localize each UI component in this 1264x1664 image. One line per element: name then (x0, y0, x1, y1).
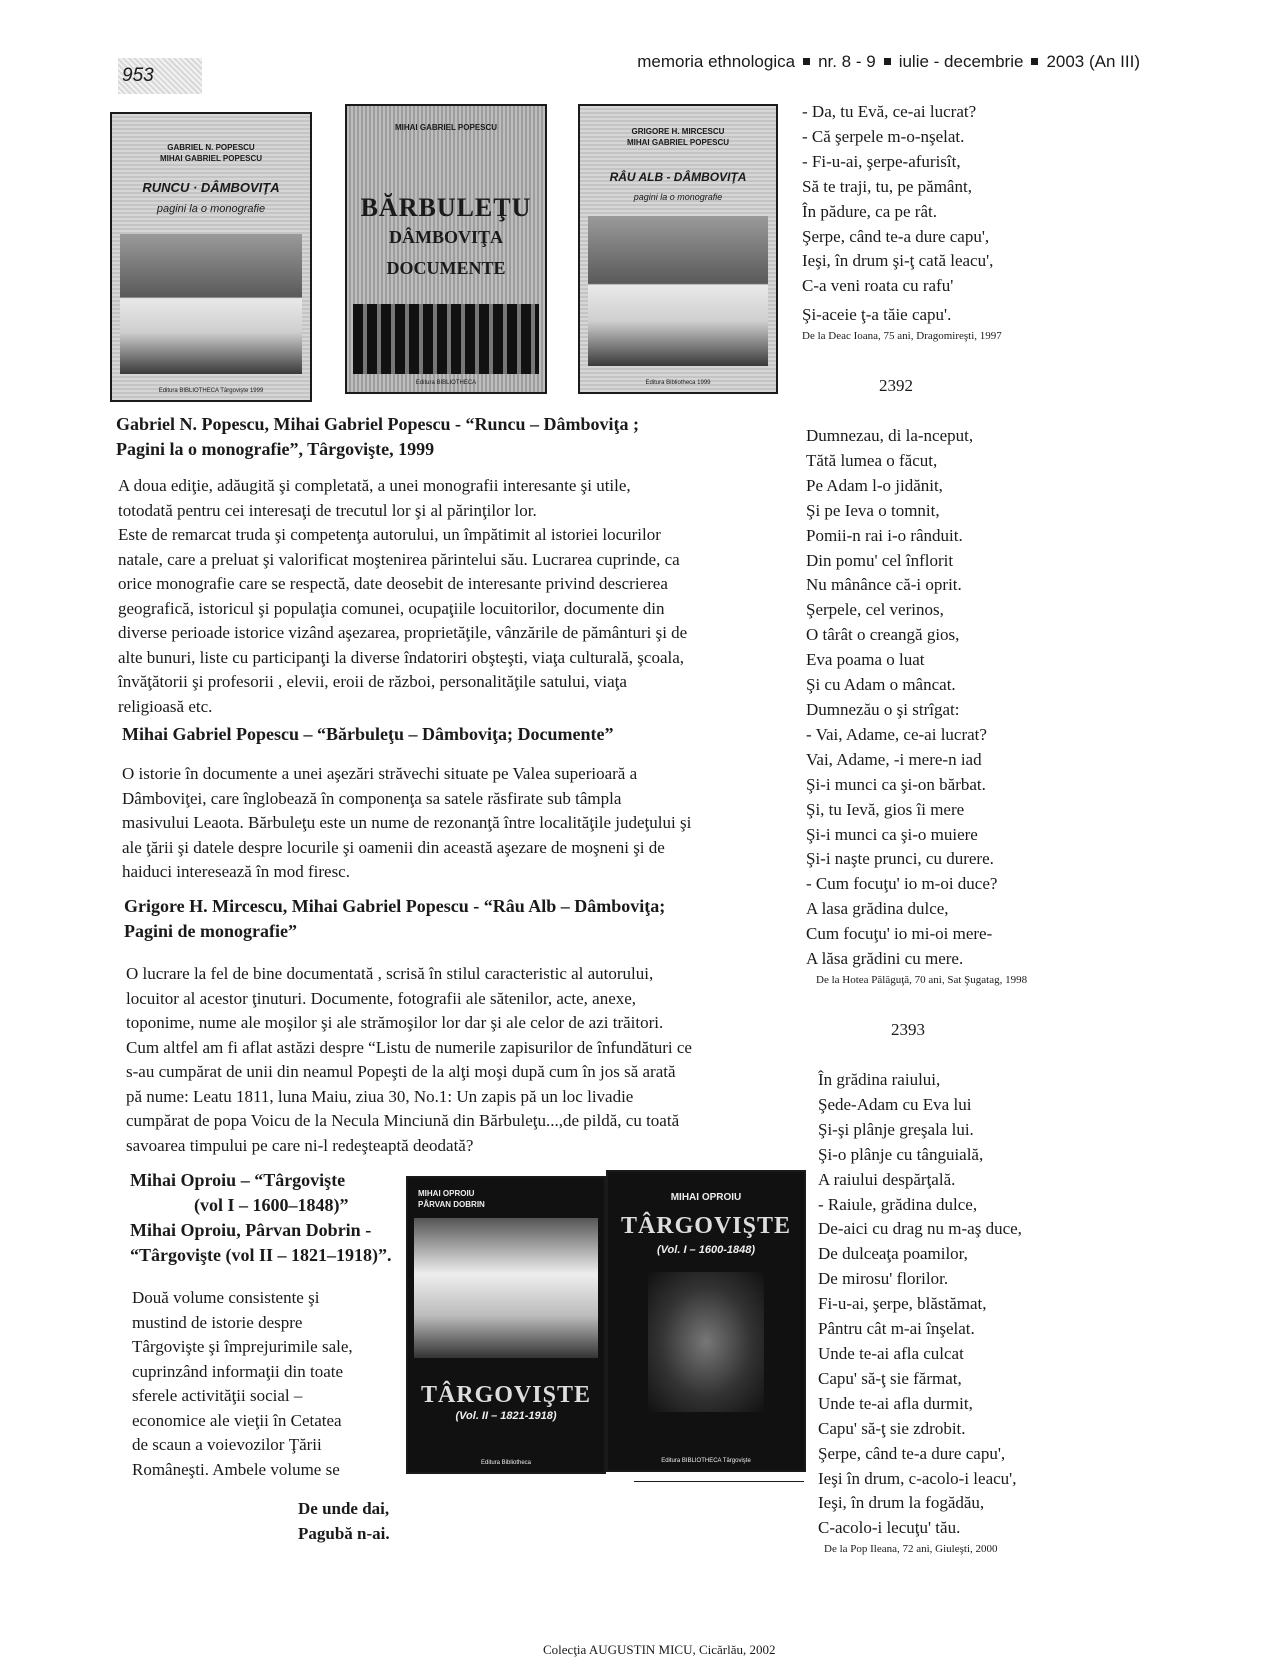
poem-number: 2393 (891, 1020, 925, 1039)
separator-square-icon (884, 58, 891, 65)
running-header (540, 52, 1140, 72)
separator-square-icon (803, 58, 810, 65)
cover-publisher: Editura Bibliotheca 1999 (645, 380, 711, 386)
cover-publisher: Editura Bibliotheca (480, 1460, 532, 1466)
issue-period: iulie - decembrie (898, 52, 1024, 71)
issue-year: 2003 (An III) (1046, 52, 1140, 71)
cover-subtitle: pagini la o monografie (156, 203, 266, 215)
cover-title: RÂU ALB - DÂMBOVIŢA (609, 170, 747, 184)
article-body-barbuletu: O istorie în documente a unei aşezări străvechi situate pe Valea superioară a Dâmboviţei, care înglobează în componenţa sa satele răsfirate sub tâmpla masivului Leaota. Bărbuleţu este un nume de rezonanţă între localităţile judeţului şi ale ţării şi datele despre locurile şi oamenii din această aşezare de moşneni şi de haiduci interesează în mod firesc. (122, 764, 692, 881)
cover-publisher: Editura BIBLIOTHECA Târgovişte (661, 1458, 751, 1464)
cover-subtitle: pagini la o monografie (633, 192, 723, 202)
poem-second: Dumnezau, di la-nceput, Tătă lumea o făcut, Pe Adam l-o jidănit, Şi pe Ieva o tomnit, Pomii-n rai i-o rânduit. Din pomu' cel înflorit Nu mânânce că-i oprit. Şerpele, cel verinos, O târât o creangă gios, Eva poama o luat Şi cu Adam o mâncat. Dumnezău o şi strîgat: - Vai, Adame, ce-ai lucrat? Vai, Adame, -i mere-n iad Şi-i munci ca şi-on bărbat. Şi, tu Ievă, gios îi mere Şi-i munci ca şi-o muiere Şi-i naşte prunci, cu durere. - Cum focuţu' io m-oi duce? A lasa grădina dulce, Cum focuţu' io mi-oi mere- A lăsa grădini cu mere. De la Hotea Pălăguţă, 70 ani, Sat Şugatag, 1998 (806, 424, 1106, 988)
book-cover-targoviste-vol2 (406, 1176, 606, 1474)
cover-publisher: Editura BIBLIOTHECA Târgovişte 1999 (158, 388, 264, 394)
cover-title: TÂRGOVIŞTE (620, 1213, 792, 1239)
cover-title-county: DÂMBOVIŢA (388, 227, 503, 247)
divider-line (634, 1481, 804, 1482)
journal-name: memoria ethnologica (637, 52, 796, 71)
poem-first: - Da, tu Evă, ce-ai lucrat? - Că şerpele m-o-nşelat. - Fi-u-ai, şerpe-afurisît, Să te traji, tu, pe pământ, În pădure, ca pe rât. Şerpe, când te-a dure capu', Ieşi, în drum şi-ţ cată leacu', C-a veni roata cu rafu' Şi-aceie ţ-a tăie capu'. De la Deac Ioana, 75 ani, Dragomireşti, 1997 (802, 100, 1102, 344)
article-heading-barbuletu: Mihai Gabriel Popescu – “Bărbuleţu – Dâmboviţa; Documente” (122, 724, 614, 744)
poem-source: De la Deac Ioana, 75 ani, Dragomireşti, 1997 (802, 330, 1002, 343)
book-cover-targoviste-vol1 (606, 1170, 806, 1472)
article-heading-rau-alb: Grigore H. Mircescu, Mihai Gabriel Popescu - “Râu Alb – Dâmboviţa; Pagini de monografie” (124, 896, 666, 941)
cover-publisher: Editura BIBLIOTHECA (415, 380, 477, 386)
cover-document-graphic (353, 304, 539, 374)
issue-number: nr. 8 - 9 (818, 52, 876, 71)
poem-third: În grădina raiului, Şede-Adam cu Eva lui Şi-şi plânje greşala lui. Şi-o plânje cu tânguială, A raiului despărţală. - Raiule, grădina dulce, De-aici cu drag nu m-aş duce, De dulceaţa poamilor, De mirosu' florilor. Fi-u-ai, şerpe, blăstămat, Pântru cât m-ai înşelat. Unde te-ai afla culcat Capu' să-ţ sie fărmat, Unde te-ai afla durmit, Capu' să-ţ sie zdrobit. Şerpe, când te-a dure capu', Ieşi în drum, c-acolo-i leacu', Ieşi, în drum la fogădău, C-acolo-i lecuţu' tău. De la Pop Ileana, 72 ani, Giuleşti, 2000 (818, 1068, 1118, 1557)
separator-square-icon (1031, 58, 1038, 65)
article-body-rau-alb: O lucrare la fel de bine documentată , scrisă în stilul caracteristic al autorului, locuitor al acestor ţinuturi. Documente, fotografii ale sătenilor, acte, anexe, toponime, nume ale moşilor şi ale strămoşilor lor dar şi ale celor de azi trăitori. Cum altfel am fi aflat astăzi despre “Listu de numerile zapisurilor de înfundături ce s-au cumpărat de unii din neamul Popeşti de la alţi moşi după cum în jos să arată pă nume: Leatu 1811, luna Maiu, ziua 30, No.1: Un zapis pă un loc livadie cumpărat de popa Voicu de la Necula Minciună din Bărbuleţu...,de pildă, cu toată savoarea timpului pe care ni-l redeşteaptă deodată? (126, 964, 692, 1155)
proverb: De unde dai, Pagubă n-ai. (298, 1499, 390, 1543)
cover-photo-building (120, 234, 302, 374)
cover-authors: GABRIEL N. POPESCU MIHAI GABRIEL POPESCU (159, 143, 263, 163)
cover-icon-painting (648, 1272, 764, 1412)
cover-subtitle: (Vol. II – 1821-1918) (455, 1410, 557, 1422)
cover-title: TÂRGOVIŞTE (420, 1382, 592, 1408)
article-heading-runcu: Gabriel N. Popescu, Mihai Gabriel Popescu - “Runcu – Dâmboviţa ; Pagini la o monografie”, Târgovişte, 1999 (116, 414, 639, 459)
article-body-targoviste: Două volume consistente şi mustind de istorie despre Târgovişte şi împrejurimile sale, cuprinzând informaţii din toate sferele activităţii social – economice ale vieţii în Cetatea de scaun a voievozilor Ţării Româneşti. Ambele volume se (132, 1288, 353, 1479)
cover-title: BĂRBULEŢU (360, 193, 532, 222)
cover-authors: GRIGORE H. MIRCESCU MIHAI GABRIEL POPESCU (626, 127, 730, 147)
cover-photo-palace (414, 1218, 598, 1358)
cover-authors: MIHAI GABRIEL POPESCU (394, 123, 498, 132)
book-cover-runcu (110, 112, 312, 402)
poem-source: De la Hotea Pălăguţă, 70 ani, Sat Şugatag, 1998 (816, 973, 1028, 986)
cover-photo-village (588, 216, 768, 366)
poem-source: De la Pop Ileana, 72 ani, Giuleşti, 2000 (824, 1543, 998, 1556)
cover-subtitle: (Vol. I – 1600-1848) (656, 1244, 756, 1256)
footer-collection: Colecţia AUGUSTIN MICU, Cicărlău, 2002 (543, 1642, 776, 1657)
book-cover-barbuletu (345, 104, 547, 394)
cover-authors: MIHAI OPROIU (670, 1192, 742, 1203)
cover-title: RUNCU · DÂMBOVIŢA (142, 180, 280, 195)
book-cover-rau-alb (578, 104, 778, 394)
poem-number: 2392 (879, 376, 913, 395)
article-heading-targoviste: Mihai Oproiu – “Târgovişte (vol I – 1600–1848)” Mihai Oproiu, Pârvan Dobrin - “Târgovişte (vol II – 1821–1918)”. (130, 1170, 392, 1265)
cover-authors: MIHAI OPROIU PÂRVAN DOBRIN (418, 1189, 485, 1209)
page-number: 953 (118, 58, 202, 94)
article-body-runcu: A doua ediţie, adăugită şi completată, a unei monografii interesante şi utile, totodată pentru cei interesaţi de trecutul lor şi al părinţilor lor. Este de remarcat truda şi competenţa autorului, un împătimit al istoriei locurilor natale, care a preluat şi valorificat moştenirea părintelui său. Lucrarea cuprinde, ca orice monografie care se respectă, date deosebit de interesante privind descrierea geografică, istoricul şi populaţia comunei, ocupaţiile locuitorilor, documente din diverse perioade istorice vizând aşezarea, proprietăţile, vânzările de pământuri şi de alte bunuri, liste cu participanţi la diverse îndatoriri obşteşti, viaţa culturală, şcoala, învăţătorii şi profesorii , elevii, eroii de război, personalităţile satului, viaţa religioasă etc. (118, 476, 688, 716)
cover-subtitle: DOCUMENTE (386, 258, 506, 278)
